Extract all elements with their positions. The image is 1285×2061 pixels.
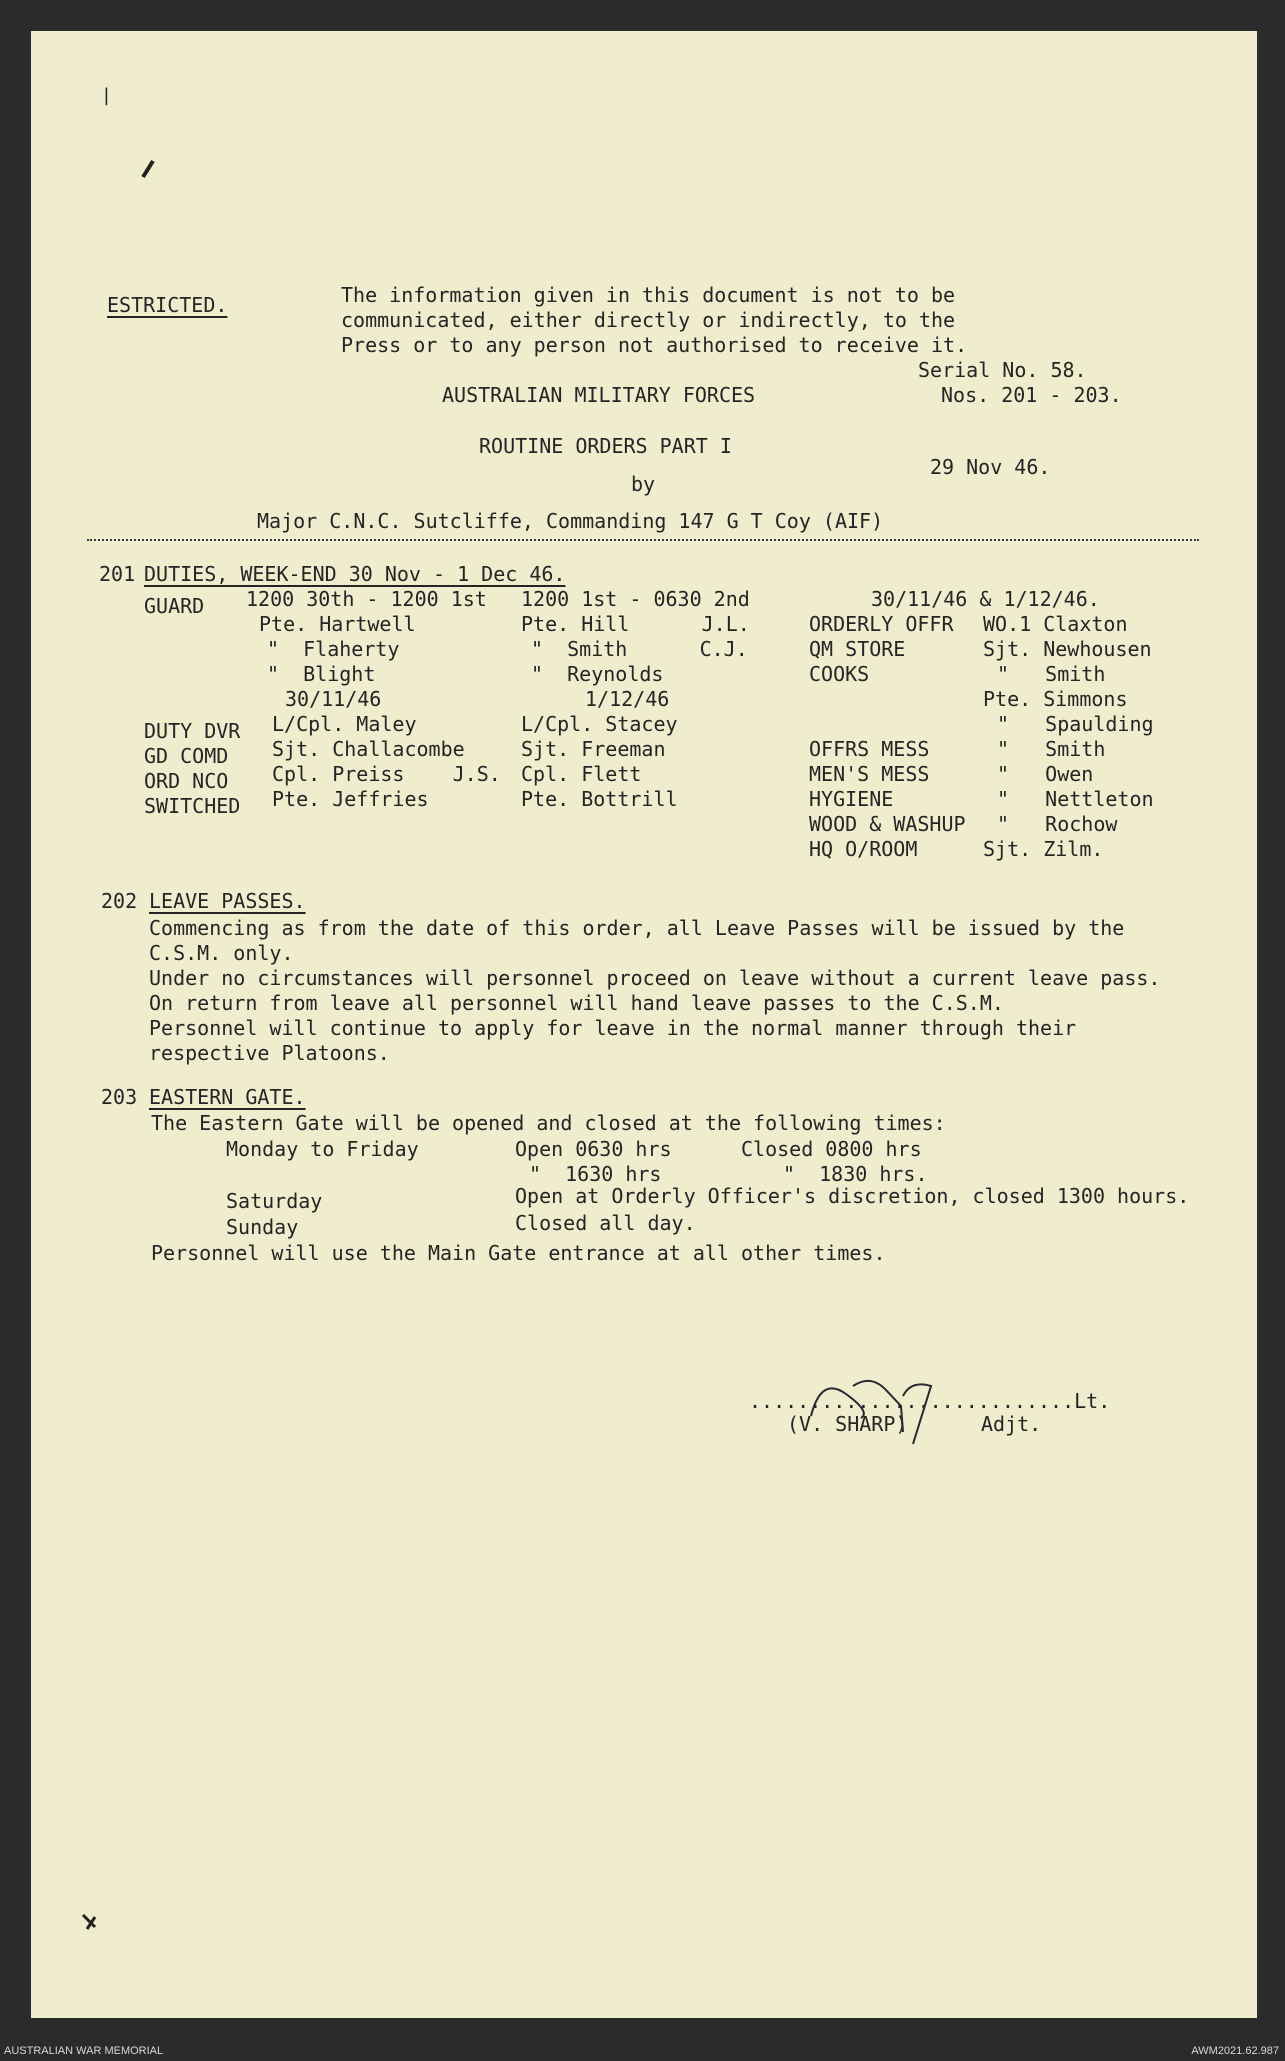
roster-name: Pte. Jeffries bbox=[272, 787, 429, 811]
duty-role: HYGIENE bbox=[809, 787, 894, 811]
duty-label: GD COMD bbox=[144, 744, 229, 768]
duty-person: " Smith bbox=[997, 662, 1106, 686]
guard-shift-time: 1200 30th - 1200 1st bbox=[246, 587, 487, 611]
signatory-title: Adjt. bbox=[981, 1412, 1042, 1436]
duty-role: ORDERLY OFFR bbox=[809, 612, 954, 636]
commander-line: Major C.N.C. Sutcliffe, Commanding 147 G T Coy (AIF) bbox=[257, 509, 884, 533]
duty-person: " Smith bbox=[997, 737, 1106, 761]
duty-date-range: 30/11/46 & 1/12/46. bbox=[871, 587, 1100, 611]
footer-accession: AWM2021.62.987 bbox=[1191, 2045, 1279, 2057]
roster-name: " Smith C.J. bbox=[531, 637, 748, 661]
roster-name: Pte. Hill J.L. bbox=[521, 612, 750, 636]
signature-line: ...........................Lt. bbox=[749, 1389, 1111, 1413]
ink-mark bbox=[79, 1911, 101, 1933]
restricted-marking: ESTRICTED. bbox=[107, 293, 228, 317]
schedule-close: " 1830 hrs. bbox=[783, 1162, 928, 1186]
roster-name: " Blight bbox=[267, 662, 376, 686]
schedule-day: Monday to Friday bbox=[226, 1137, 419, 1161]
schedule-day: Sunday bbox=[226, 1215, 299, 1239]
roster-name: Cpl. Preiss J.S. bbox=[272, 762, 501, 786]
duty-person: WO.1 Claxton bbox=[983, 612, 1128, 636]
duty-person: Sjt. Zilm. bbox=[983, 837, 1104, 861]
document-date: 29 Nov 46. bbox=[930, 455, 1051, 479]
duty-person: " Nettleton bbox=[997, 787, 1154, 811]
divider-rule bbox=[87, 539, 1199, 541]
roster-name: " Flaherty bbox=[267, 637, 400, 661]
order-text-line: C.S.M. only. bbox=[149, 941, 294, 965]
notice-line-3: Press or to any person not authorised to receive it. bbox=[341, 333, 968, 357]
roster-name: L/Cpl. Stacey bbox=[521, 712, 678, 736]
order-heading: EASTERN GATE. bbox=[149, 1085, 306, 1109]
schedule-close: Closed 0800 hrs bbox=[741, 1137, 922, 1161]
order-text-line: Commencing as from the date of this order, all Leave Passes will be issued by the bbox=[149, 916, 1125, 940]
duty-person: " Rochow bbox=[997, 812, 1118, 836]
notice-line-2: communicated, either directly or indirectly, to the bbox=[341, 308, 956, 332]
order-text-line: Under no circumstances will personnel proceed on leave without a current leave pass. bbox=[149, 966, 1161, 990]
ink-mark bbox=[141, 159, 157, 179]
order-heading: DUTIES, WEEK-END 30 Nov - 1 Dec 46. bbox=[144, 562, 566, 586]
roster-name: Pte. Hartwell bbox=[259, 612, 416, 636]
duty-person: " Spaulding bbox=[997, 712, 1154, 736]
schedule-open: Closed all day. bbox=[515, 1211, 696, 1235]
order-text-line: Personnel will continue to apply for leave in the normal manner through their bbox=[149, 1016, 1077, 1040]
duty-label: ORD NCO bbox=[144, 769, 229, 793]
duty-role: COOKS bbox=[809, 662, 870, 686]
schedule-open: Open 0630 hrs bbox=[515, 1137, 672, 1161]
duty-person: " Owen bbox=[997, 762, 1094, 786]
margin-mark: | bbox=[101, 85, 112, 106]
forces-heading: AUSTRALIAN MILITARY FORCES bbox=[442, 383, 756, 407]
duty-role: QM STORE bbox=[809, 637, 906, 661]
signatory-name: (V. SHARP) bbox=[787, 1412, 908, 1436]
duty-role: MEN'S MESS bbox=[809, 762, 930, 786]
serial-number: Serial No. 58. bbox=[918, 358, 1087, 382]
roster-name: L/Cpl. Maley bbox=[272, 712, 417, 736]
footer-credit: AUSTRALIAN WAR MEMORIAL bbox=[4, 2045, 164, 2057]
roster-name: Pte. Bottrill bbox=[521, 787, 678, 811]
order-text-line: On return from leave all personnel will hand leave passes to the C.S.M. bbox=[149, 991, 1004, 1015]
document-title: ROUTINE ORDERS PART I bbox=[479, 434, 732, 458]
order-text-line: The Eastern Gate will be opened and closed at the following times: bbox=[151, 1111, 946, 1135]
roster-date: 1/12/46 bbox=[585, 687, 670, 711]
schedule-open: Open at Orderly Officer's discretion, closed 1300 hours. bbox=[515, 1184, 1190, 1208]
order-text-line: Personnel will use the Main Gate entrance at all other times. bbox=[151, 1241, 886, 1265]
duty-person: Sjt. Newhousen bbox=[983, 637, 1152, 661]
order-number: 202 bbox=[101, 889, 138, 913]
guard-shift-time: 1200 1st - 0630 2nd bbox=[521, 587, 750, 611]
roster-name: Sjt. Challacombe bbox=[272, 737, 465, 761]
roster-name: Sjt. Freeman bbox=[521, 737, 666, 761]
duty-person: Pte. Simmons bbox=[983, 687, 1128, 711]
duty-role: OFFRS MESS bbox=[809, 737, 930, 761]
roster-name: " Reynolds bbox=[531, 662, 664, 686]
duty-role: WOOD & WASHUP bbox=[809, 812, 966, 836]
roster-name: Cpl. Flett bbox=[521, 762, 642, 786]
schedule-open: " 1630 hrs bbox=[529, 1162, 662, 1186]
duty-label: GUARD bbox=[144, 594, 205, 618]
duty-label: DUTY DVR bbox=[144, 719, 241, 743]
document-page bbox=[31, 31, 1257, 2018]
notice-line-1: The information given in this document is not to be bbox=[341, 283, 956, 307]
by-line: by bbox=[631, 472, 656, 496]
order-text-line: respective Platoons. bbox=[149, 1041, 390, 1065]
roster-date: 30/11/46 bbox=[285, 687, 382, 711]
duty-label: SWITCHED bbox=[144, 794, 241, 818]
duty-role: HQ O/ROOM bbox=[809, 837, 918, 861]
order-number: 201 bbox=[99, 562, 136, 586]
order-heading: LEAVE PASSES. bbox=[149, 889, 306, 913]
order-number: 203 bbox=[101, 1085, 138, 1109]
schedule-day: Saturday bbox=[226, 1189, 323, 1213]
handwritten-signature bbox=[791, 1356, 951, 1446]
order-numbers: Nos. 201 - 203. bbox=[941, 383, 1122, 407]
